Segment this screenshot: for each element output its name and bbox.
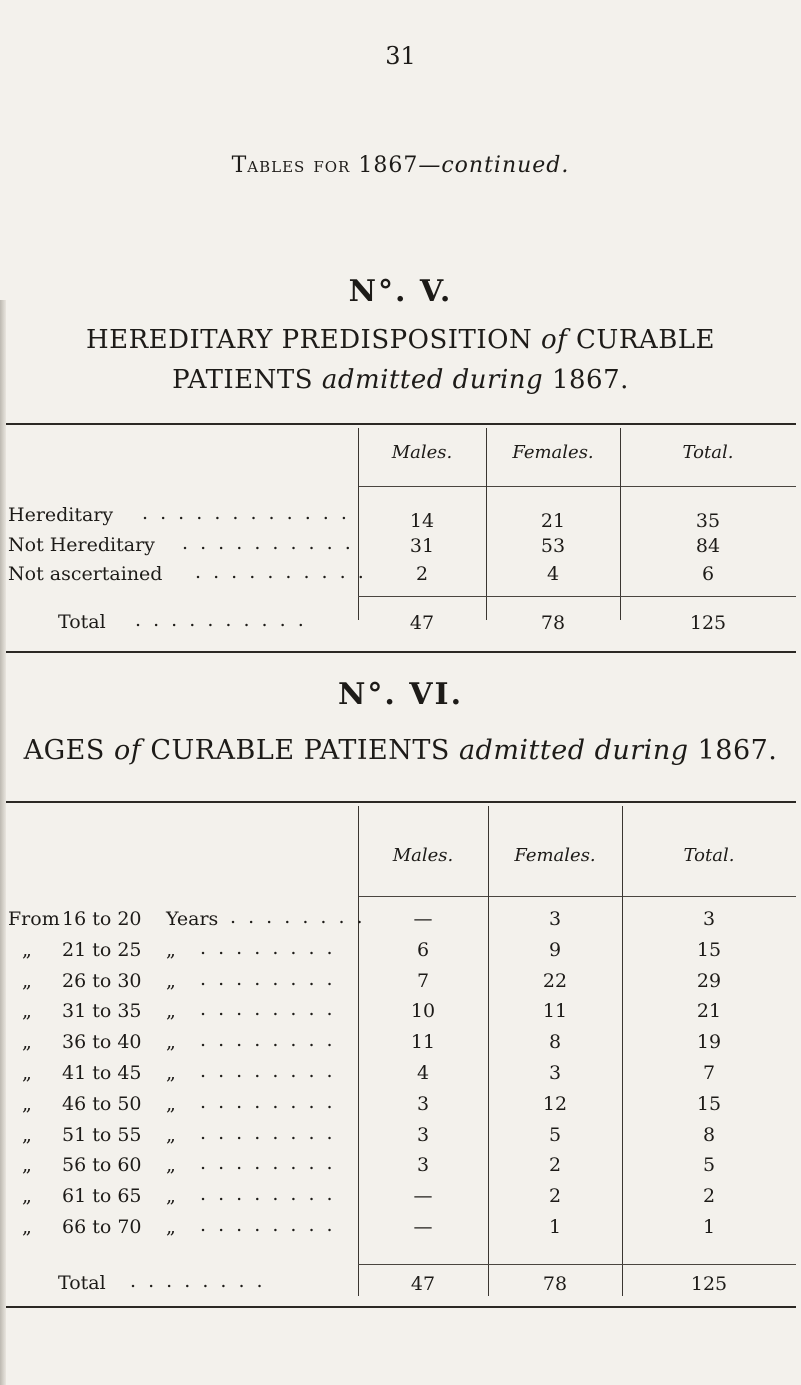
table6-cell: 3 bbox=[702, 908, 716, 930]
table6-cell: 19 bbox=[696, 1031, 722, 1053]
table6-row-range: 36 to 40 bbox=[62, 1031, 142, 1053]
running-head-prefix: Tables for bbox=[231, 153, 351, 178]
table6-col-males: Males. bbox=[392, 845, 454, 866]
table6-cell: 11 bbox=[542, 1000, 568, 1022]
table6-cell: 1 bbox=[548, 1216, 562, 1238]
table6-cell: 8 bbox=[548, 1031, 562, 1053]
table5-cell: 21 bbox=[540, 510, 566, 532]
ditto-mark: „ bbox=[166, 1124, 176, 1146]
table5-number: N°. V. bbox=[348, 274, 453, 309]
table6-row-range: 31 to 35 bbox=[62, 1000, 142, 1022]
table5-cell: 6 bbox=[701, 563, 715, 585]
table6-row-range: 26 to 30 bbox=[62, 970, 142, 992]
table5-total-females: 78 bbox=[540, 612, 566, 634]
table5-cell: 4 bbox=[546, 563, 560, 585]
table6-cell: 29 bbox=[696, 970, 722, 992]
table6-total-total: 125 bbox=[690, 1273, 728, 1295]
ditto-mark: „ bbox=[166, 1000, 176, 1022]
table6-title: AGES of CURABLE PATIENTS admitted during 1867. bbox=[23, 735, 778, 766]
table5-total-label: Total bbox=[58, 611, 106, 633]
ditto-mark: „ bbox=[166, 1062, 176, 1084]
table6-cell: 3 bbox=[416, 1124, 430, 1146]
table6-cell: 3 bbox=[416, 1154, 430, 1176]
table6-total-rule bbox=[358, 1264, 796, 1265]
table5-row-dots: . . . . . . . . . . bbox=[195, 561, 367, 583]
table5-col-males: Males. bbox=[391, 442, 453, 463]
table5-cell: 14 bbox=[409, 510, 435, 532]
table6-cell: 8 bbox=[702, 1124, 716, 1146]
table6-cell: 21 bbox=[696, 1000, 722, 1022]
ditto-mark: „ bbox=[22, 970, 32, 992]
ditto-mark: „ bbox=[22, 1062, 32, 1084]
table6-row-dots: . . . . . . . . bbox=[200, 1152, 336, 1174]
table6-row-dots: . . . . . . . . bbox=[200, 1029, 336, 1051]
ditto-mark: „ bbox=[22, 939, 32, 961]
table6-cell: 12 bbox=[542, 1093, 568, 1115]
table6-row-dots: . . . . . . . . bbox=[230, 906, 366, 928]
table5-total-males: 47 bbox=[409, 612, 435, 634]
table5-cell: 35 bbox=[695, 510, 721, 532]
page-edge-shadow bbox=[0, 300, 6, 1385]
table5-cell: 31 bbox=[409, 535, 435, 557]
ditto-mark: „ bbox=[166, 1154, 176, 1176]
table6-col-females: Females. bbox=[514, 845, 596, 866]
table6-cell: 2 bbox=[548, 1154, 562, 1176]
table6-row-dots: . . . . . . . . bbox=[200, 1214, 336, 1236]
table6-row-years: Years bbox=[166, 908, 219, 930]
table6-row-range: 41 to 45 bbox=[62, 1062, 142, 1084]
table6-row-dots: . . . . . . . . bbox=[200, 1060, 336, 1082]
table6-cell: — bbox=[413, 1216, 433, 1238]
table6-row-dots: . . . . . . . . bbox=[200, 998, 336, 1020]
ditto-mark: „ bbox=[22, 1000, 32, 1022]
table6-cell: 9 bbox=[548, 939, 562, 961]
table6-row-range: 56 to 60 bbox=[62, 1154, 142, 1176]
running-head bbox=[0, 153, 801, 178]
ditto-mark: „ bbox=[166, 1216, 176, 1238]
table6-row-dots: . . . . . . . . bbox=[200, 937, 336, 959]
table6-top-rule bbox=[6, 801, 796, 803]
table5-cell: 2 bbox=[415, 563, 429, 585]
table6-row-dots: . . . . . . . . bbox=[200, 1183, 336, 1205]
table6-number: N°. VI. bbox=[337, 677, 464, 712]
table6-cell: 11 bbox=[410, 1031, 436, 1053]
ditto-mark: „ bbox=[166, 1031, 176, 1053]
page-number: 31 bbox=[385, 42, 416, 70]
table5-header-rule bbox=[358, 486, 796, 487]
ditto-mark: „ bbox=[22, 1031, 32, 1053]
table6-cell: 2 bbox=[702, 1185, 716, 1207]
table5-bottom-rule bbox=[6, 651, 796, 653]
ditto-mark: „ bbox=[22, 1216, 32, 1238]
table6-cell: 3 bbox=[548, 908, 562, 930]
table5-cell: 84 bbox=[695, 535, 721, 557]
table6-row-prefix: From bbox=[8, 908, 60, 930]
table6-row-dots: . . . . . . . . bbox=[200, 1091, 336, 1113]
table6-cell: 7 bbox=[702, 1062, 716, 1084]
table5-cell: 53 bbox=[540, 535, 566, 557]
table5-title-line1: HEREDITARY PREDISPOSITION of CURABLE bbox=[85, 325, 716, 355]
table6-row-range: 46 to 50 bbox=[62, 1093, 142, 1115]
table6-header-rule bbox=[358, 896, 796, 897]
table5-row-label: Hereditary bbox=[8, 504, 114, 526]
ditto-mark: „ bbox=[166, 1093, 176, 1115]
table6-cell: 4 bbox=[416, 1062, 430, 1084]
table6-cell: 22 bbox=[542, 970, 568, 992]
table5-row-label: Not ascertained bbox=[8, 563, 163, 585]
table6-cell: 5 bbox=[548, 1124, 562, 1146]
table6-cell: 15 bbox=[696, 939, 722, 961]
table6-total-label: Total bbox=[58, 1272, 106, 1294]
table6-col-total: Total. bbox=[683, 845, 735, 866]
table5-total-total: 125 bbox=[689, 612, 727, 634]
ditto-mark: „ bbox=[22, 1154, 32, 1176]
table5-total-rule bbox=[358, 596, 796, 597]
table6-row-dots: . . . . . . . . bbox=[200, 1122, 336, 1144]
table6-row-range: 61 to 65 bbox=[62, 1185, 142, 1207]
table5-total-dots: . . . . . . . . . . bbox=[135, 609, 307, 631]
ditto-mark: „ bbox=[166, 970, 176, 992]
running-head-year: 1867 bbox=[358, 153, 419, 178]
table5-row-dots: . . . . . . . . . . . . bbox=[142, 502, 350, 524]
table6-row-range: 16 to 20 bbox=[62, 908, 142, 930]
ditto-mark: „ bbox=[166, 1185, 176, 1207]
table6-cell: — bbox=[413, 1185, 433, 1207]
table6-row-dots: . . . . . . . . bbox=[200, 968, 336, 990]
running-head-suffix: —continued. bbox=[418, 153, 570, 178]
table6-cell: 10 bbox=[410, 1000, 436, 1022]
table5-col-total: Total. bbox=[682, 442, 734, 463]
table5-row-label: Not Hereditary bbox=[8, 534, 155, 556]
table5-top-rule bbox=[6, 423, 796, 425]
table5-title-line2: PATIENTS admitted during 1867. bbox=[172, 365, 629, 395]
table6-cell: 7 bbox=[416, 970, 430, 992]
table6-row-range: 51 to 55 bbox=[62, 1124, 142, 1146]
table6-row-range: 21 to 25 bbox=[62, 939, 142, 961]
table5-col-females: Females. bbox=[512, 442, 594, 463]
table6-cell: 1 bbox=[702, 1216, 716, 1238]
table6-row-range: 66 to 70 bbox=[62, 1216, 142, 1238]
table6-total-females: 78 bbox=[542, 1273, 568, 1295]
table6-cell: 15 bbox=[696, 1093, 722, 1115]
table5-row-dots: . . . . . . . . . . bbox=[182, 532, 354, 554]
table6-cell: 5 bbox=[702, 1154, 716, 1176]
ditto-mark: „ bbox=[166, 939, 176, 961]
ditto-mark: „ bbox=[22, 1124, 32, 1146]
table6-cell: 2 bbox=[548, 1185, 562, 1207]
ditto-mark: „ bbox=[22, 1185, 32, 1207]
table6-total-dots: . . . . . . . . bbox=[130, 1270, 266, 1292]
table6-bottom-rule bbox=[6, 1306, 796, 1308]
table6-cell: 3 bbox=[548, 1062, 562, 1084]
table6-total-males: 47 bbox=[410, 1273, 436, 1295]
table6-cell: 3 bbox=[416, 1093, 430, 1115]
table6-cell: — bbox=[413, 908, 433, 930]
table6-cell: 6 bbox=[416, 939, 430, 961]
ditto-mark: „ bbox=[22, 1093, 32, 1115]
